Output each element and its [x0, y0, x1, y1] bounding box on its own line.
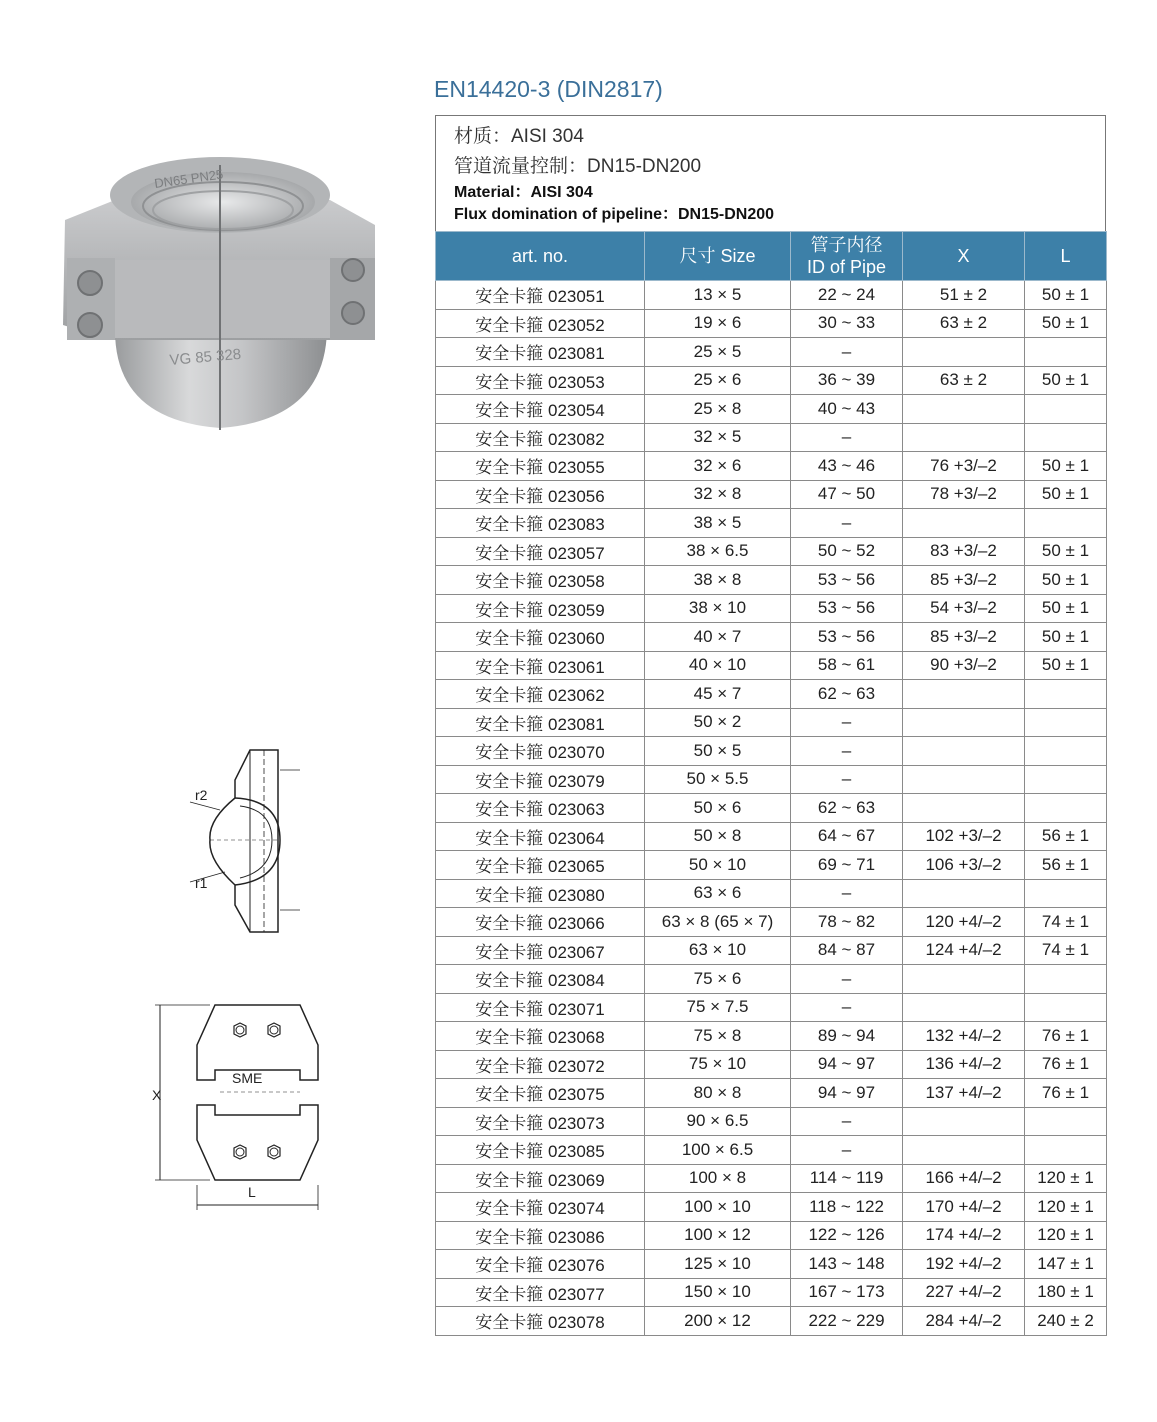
cell-art-no: 安全卡箍 023081: [436, 708, 645, 737]
cell-id-of-pipe: 36 ~ 39: [791, 366, 903, 395]
cell-x-value: 227 +4/–2: [903, 1278, 1025, 1307]
cell-l-value: [1025, 708, 1107, 737]
cell-art-no: 安全卡箍 023084: [436, 965, 645, 994]
table-row: [436, 1250, 1107, 1279]
cell-size: 50 × 10: [645, 851, 791, 880]
cell-size: 75 × 8: [645, 1022, 791, 1051]
cell-id-of-pipe: 53 ~ 56: [791, 623, 903, 652]
cell-id-of-pipe: 64 ~ 67: [791, 822, 903, 851]
cell-art-no: 安全卡箍 023079: [436, 765, 645, 794]
cell-x-value: [903, 1136, 1025, 1165]
cell-x-value: [903, 1107, 1025, 1136]
cell-l-value: [1025, 680, 1107, 709]
cell-x-value: [903, 423, 1025, 452]
table-row: [436, 822, 1107, 851]
cell-id-of-pipe: 30 ~ 33: [791, 309, 903, 338]
table-row: [436, 480, 1107, 509]
cell-id-of-pipe: 62 ~ 63: [791, 794, 903, 823]
table-body: [436, 281, 1107, 1336]
cell-size: 19 × 6: [645, 309, 791, 338]
cell-x-value: [903, 993, 1025, 1022]
cell-x-value: [903, 338, 1025, 367]
cell-art-no: 安全卡箍 023053: [436, 366, 645, 395]
table-row: [436, 1079, 1107, 1108]
cell-art-no: 安全卡箍 023073: [436, 1107, 645, 1136]
cell-x-value: 166 +4/–2: [903, 1164, 1025, 1193]
side-marking: VG 85 328: [168, 345, 242, 369]
cell-x-value: 90 +3/–2: [903, 651, 1025, 680]
cell-l-value: 56 ± 1: [1025, 822, 1107, 851]
table-row: [436, 423, 1107, 452]
cell-l-value: 50 ± 1: [1025, 594, 1107, 623]
table-row: [436, 452, 1107, 481]
cell-id-of-pipe: 53 ~ 56: [791, 594, 903, 623]
cell-art-no: 安全卡箍 023058: [436, 566, 645, 595]
header-size: 尺寸 Size: [645, 232, 791, 281]
cell-art-no: 安全卡箍 023052: [436, 309, 645, 338]
cell-size: 100 × 8: [645, 1164, 791, 1193]
table-row: [436, 851, 1107, 880]
cell-x-value: 132 +4/–2: [903, 1022, 1025, 1051]
table-row: [436, 708, 1107, 737]
cell-art-no: 安全卡箍 023070: [436, 737, 645, 766]
cell-art-no: 安全卡箍 023056: [436, 480, 645, 509]
outline-drawing: [140, 995, 340, 1225]
cell-l-value: 50 ± 1: [1025, 452, 1107, 481]
cell-size: 40 × 7: [645, 623, 791, 652]
cell-size: 75 × 10: [645, 1050, 791, 1079]
cell-size: 45 × 7: [645, 680, 791, 709]
cell-x-value: [903, 879, 1025, 908]
cell-l-value: [1025, 765, 1107, 794]
cell-art-no: 安全卡箍 023078: [436, 1307, 645, 1336]
cell-l-value: [1025, 338, 1107, 367]
cell-size: 50 × 8: [645, 822, 791, 851]
cell-l-value: 50 ± 1: [1025, 480, 1107, 509]
cell-x-value: [903, 737, 1025, 766]
cell-id-of-pipe: –: [791, 423, 903, 452]
cell-id-of-pipe: –: [791, 965, 903, 994]
sme-label: SME: [232, 1070, 263, 1086]
table-row: [436, 908, 1107, 937]
cell-x-value: [903, 395, 1025, 424]
table-row: [436, 651, 1107, 680]
cell-id-of-pipe: 122 ~ 126: [791, 1221, 903, 1250]
table-row: [436, 965, 1107, 994]
cell-size: 25 × 5: [645, 338, 791, 367]
table-row: [436, 1307, 1107, 1336]
top-marking: DN65 PN25: [153, 166, 225, 191]
cell-art-no: 安全卡箍 023069: [436, 1164, 645, 1193]
cell-art-no: 安全卡箍 023054: [436, 395, 645, 424]
table-header: [436, 232, 1107, 281]
header-id-cn: 管子内径: [810, 235, 883, 255]
cell-size: 32 × 5: [645, 423, 791, 452]
cell-size: 200 × 12: [645, 1307, 791, 1336]
section-drawing: [180, 740, 310, 940]
spec-table: [435, 231, 1107, 1336]
cell-l-value: [1025, 509, 1107, 538]
page-title: EN14420-3 (DIN2817): [434, 76, 663, 102]
cell-l-value: 76 ± 1: [1025, 1022, 1107, 1051]
cell-x-value: 102 +3/–2: [903, 822, 1025, 851]
cell-l-value: 50 ± 1: [1025, 309, 1107, 338]
table-row: [436, 765, 1107, 794]
cell-id-of-pipe: 69 ~ 71: [791, 851, 903, 880]
cell-size: 25 × 6: [645, 366, 791, 395]
cell-id-of-pipe: 118 ~ 122: [791, 1193, 903, 1222]
table-row: [436, 936, 1107, 965]
cell-size: 50 × 5: [645, 737, 791, 766]
cell-x-value: 85 +3/–2: [903, 566, 1025, 595]
cell-id-of-pipe: 167 ~ 173: [791, 1278, 903, 1307]
cell-x-value: 63 ± 2: [903, 366, 1025, 395]
cell-x-value: 124 +4/–2: [903, 936, 1025, 965]
cell-l-value: 50 ± 1: [1025, 281, 1107, 310]
table-row: [436, 680, 1107, 709]
cell-id-of-pipe: 43 ~ 46: [791, 452, 903, 481]
cell-id-of-pipe: –: [791, 737, 903, 766]
cell-size: 63 × 6: [645, 879, 791, 908]
cell-size: 50 × 2: [645, 708, 791, 737]
table-row: [436, 879, 1107, 908]
cell-id-of-pipe: 143 ~ 148: [791, 1250, 903, 1279]
cell-l-value: 50 ± 1: [1025, 566, 1107, 595]
cell-id-of-pipe: –: [791, 993, 903, 1022]
cell-id-of-pipe: –: [791, 708, 903, 737]
cell-id-of-pipe: 40 ~ 43: [791, 395, 903, 424]
cell-id-of-pipe: 53 ~ 56: [791, 566, 903, 595]
cell-art-no: 安全卡箍 023062: [436, 680, 645, 709]
cell-x-value: 137 +4/–2: [903, 1079, 1025, 1108]
cell-l-value: 74 ± 1: [1025, 908, 1107, 937]
cell-l-value: 56 ± 1: [1025, 851, 1107, 880]
cell-art-no: 安全卡箍 023067: [436, 936, 645, 965]
cell-l-value: [1025, 1136, 1107, 1165]
cell-x-value: [903, 794, 1025, 823]
cell-l-value: [1025, 423, 1107, 452]
cell-id-of-pipe: 62 ~ 63: [791, 680, 903, 709]
l-label: L: [248, 1184, 256, 1200]
cell-id-of-pipe: 84 ~ 87: [791, 936, 903, 965]
cell-l-value: [1025, 879, 1107, 908]
cell-l-value: 74 ± 1: [1025, 936, 1107, 965]
cell-x-value: 170 +4/–2: [903, 1193, 1025, 1222]
cell-x-value: 51 ± 2: [903, 281, 1025, 310]
x-label: X: [152, 1087, 162, 1103]
cell-size: 38 × 8: [645, 566, 791, 595]
header-id-en: ID of Pipe: [806, 257, 887, 277]
cell-l-value: 76 ± 1: [1025, 1079, 1107, 1108]
table-row: [436, 594, 1107, 623]
cell-id-of-pipe: –: [791, 338, 903, 367]
cell-l-value: 180 ± 1: [1025, 1278, 1107, 1307]
cell-art-no: 安全卡箍 023063: [436, 794, 645, 823]
cell-art-no: 安全卡箍 023059: [436, 594, 645, 623]
cell-art-no: 安全卡箍 023060: [436, 623, 645, 652]
cell-size: 40 × 10: [645, 651, 791, 680]
cell-art-no: 安全卡箍 023076: [436, 1250, 645, 1279]
cell-l-value: 240 ± 2: [1025, 1307, 1107, 1336]
cell-x-value: [903, 965, 1025, 994]
table-row: [436, 623, 1107, 652]
cell-id-of-pipe: –: [791, 509, 903, 538]
table-row: [436, 993, 1107, 1022]
cell-art-no: 安全卡箍 023066: [436, 908, 645, 937]
cell-l-value: 50 ± 1: [1025, 537, 1107, 566]
cell-l-value: 76 ± 1: [1025, 1050, 1107, 1079]
clamp-photo: [45, 140, 385, 440]
cell-l-value: 50 ± 1: [1025, 623, 1107, 652]
cell-size: 150 × 10: [645, 1278, 791, 1307]
table-row: [436, 395, 1107, 424]
cell-art-no: 安全卡箍 023083: [436, 509, 645, 538]
cell-size: 32 × 8: [645, 480, 791, 509]
cell-art-no: 安全卡箍 023082: [436, 423, 645, 452]
cell-id-of-pipe: 222 ~ 229: [791, 1307, 903, 1336]
table-row: [436, 1164, 1107, 1193]
cell-x-value: 54 +3/–2: [903, 594, 1025, 623]
cell-size: 75 × 7.5: [645, 993, 791, 1022]
r2-label: r2: [195, 787, 208, 803]
cell-x-value: [903, 509, 1025, 538]
cell-l-value: 147 ± 1: [1025, 1250, 1107, 1279]
cell-x-value: [903, 680, 1025, 709]
cell-l-value: 120 ± 1: [1025, 1164, 1107, 1193]
cell-size: 50 × 5.5: [645, 765, 791, 794]
flux-en: Flux domination of pipeline：DN15-DN200: [454, 206, 775, 223]
cell-art-no: 安全卡箍 023071: [436, 993, 645, 1022]
cell-x-value: 78 +3/–2: [903, 480, 1025, 509]
material-cn: 材质：AISI 304: [454, 126, 584, 147]
table-row: [436, 737, 1107, 766]
cell-x-value: 63 ± 2: [903, 309, 1025, 338]
header-art-no: art. no.: [436, 232, 645, 281]
cell-size: 125 × 10: [645, 1250, 791, 1279]
cell-id-of-pipe: 50 ~ 52: [791, 537, 903, 566]
table-row: [436, 1107, 1107, 1136]
cell-l-value: [1025, 794, 1107, 823]
cell-x-value: 136 +4/–2: [903, 1050, 1025, 1079]
cell-size: 63 × 8 (65 × 7): [645, 908, 791, 937]
cell-size: 25 × 8: [645, 395, 791, 424]
cell-art-no: 安全卡箍 023081: [436, 338, 645, 367]
table-row: [436, 1193, 1107, 1222]
cell-id-of-pipe: 94 ~ 97: [791, 1079, 903, 1108]
header-x: X: [903, 232, 1025, 281]
cell-l-value: 120 ± 1: [1025, 1221, 1107, 1250]
cell-x-value: 174 +4/–2: [903, 1221, 1025, 1250]
cell-size: 38 × 5: [645, 509, 791, 538]
header-l: L: [1025, 232, 1107, 281]
cell-size: 100 × 10: [645, 1193, 791, 1222]
cell-l-value: [1025, 737, 1107, 766]
cell-size: 50 × 6: [645, 794, 791, 823]
table-row: [436, 509, 1107, 538]
cell-size: 13 × 5: [645, 281, 791, 310]
table-row: [436, 1221, 1107, 1250]
cell-art-no: 安全卡箍 023051: [436, 281, 645, 310]
cell-l-value: [1025, 395, 1107, 424]
table-row: [436, 1022, 1107, 1051]
cell-size: 100 × 6.5: [645, 1136, 791, 1165]
cell-x-value: 284 +4/–2: [903, 1307, 1025, 1336]
flow-cn: 管道流量控制：DN15-DN200: [454, 156, 702, 177]
table-row: [436, 338, 1107, 367]
table-row: [436, 1136, 1107, 1165]
cell-size: 38 × 6.5: [645, 537, 791, 566]
cell-size: 32 × 6: [645, 452, 791, 481]
table-row: [436, 309, 1107, 338]
cell-l-value: [1025, 965, 1107, 994]
cell-id-of-pipe: –: [791, 1136, 903, 1165]
cell-x-value: [903, 765, 1025, 794]
table-row: [436, 366, 1107, 395]
cell-l-value: [1025, 1107, 1107, 1136]
cell-l-value: 50 ± 1: [1025, 366, 1107, 395]
r1-label: r1: [195, 875, 208, 891]
cell-art-no: 安全卡箍 023055: [436, 452, 645, 481]
cell-art-no: 安全卡箍 023064: [436, 822, 645, 851]
cell-art-no: 安全卡箍 023068: [436, 1022, 645, 1051]
cell-id-of-pipe: –: [791, 1107, 903, 1136]
cell-id-of-pipe: 114 ~ 119: [791, 1164, 903, 1193]
cell-id-of-pipe: 89 ~ 94: [791, 1022, 903, 1051]
cell-art-no: 安全卡箍 023086: [436, 1221, 645, 1250]
cell-id-of-pipe: –: [791, 765, 903, 794]
cell-x-value: 192 +4/–2: [903, 1250, 1025, 1279]
table-row: [436, 1278, 1107, 1307]
table-row: [436, 1050, 1107, 1079]
cell-id-of-pipe: 78 ~ 82: [791, 908, 903, 937]
cell-art-no: 安全卡箍 023074: [436, 1193, 645, 1222]
cell-size: 63 × 10: [645, 936, 791, 965]
cell-size: 100 × 12: [645, 1221, 791, 1250]
cell-id-of-pipe: 94 ~ 97: [791, 1050, 903, 1079]
spec-box: [435, 115, 1106, 231]
cell-x-value: 83 +3/–2: [903, 537, 1025, 566]
cell-art-no: 安全卡箍 023085: [436, 1136, 645, 1165]
cell-size: 90 × 6.5: [645, 1107, 791, 1136]
cell-size: 80 × 8: [645, 1079, 791, 1108]
cell-id-of-pipe: –: [791, 879, 903, 908]
cell-x-value: 120 +4/–2: [903, 908, 1025, 937]
cell-art-no: 安全卡箍 023075: [436, 1079, 645, 1108]
cell-art-no: 安全卡箍 023065: [436, 851, 645, 880]
cell-art-no: 安全卡箍 023072: [436, 1050, 645, 1079]
cell-id-of-pipe: 58 ~ 61: [791, 651, 903, 680]
cell-x-value: 106 +3/–2: [903, 851, 1025, 880]
cell-art-no: 安全卡箍 023080: [436, 879, 645, 908]
table-row: [436, 794, 1107, 823]
cell-size: 38 × 10: [645, 594, 791, 623]
cell-x-value: [903, 708, 1025, 737]
header-id: [791, 232, 903, 281]
cell-art-no: 安全卡箍 023061: [436, 651, 645, 680]
table-row: [436, 566, 1107, 595]
cell-size: 75 × 6: [645, 965, 791, 994]
cell-l-value: 50 ± 1: [1025, 651, 1107, 680]
cell-l-value: [1025, 993, 1107, 1022]
table-row: [436, 537, 1107, 566]
table-row: [436, 281, 1107, 310]
cell-id-of-pipe: 22 ~ 24: [791, 281, 903, 310]
cell-x-value: 85 +3/–2: [903, 623, 1025, 652]
cell-art-no: 安全卡箍 023057: [436, 537, 645, 566]
cell-l-value: 120 ± 1: [1025, 1193, 1107, 1222]
cell-id-of-pipe: 47 ~ 50: [791, 480, 903, 509]
material-en: Material：AISI 304: [454, 184, 593, 201]
cell-art-no: 安全卡箍 023077: [436, 1278, 645, 1307]
cell-x-value: 76 +3/–2: [903, 452, 1025, 481]
